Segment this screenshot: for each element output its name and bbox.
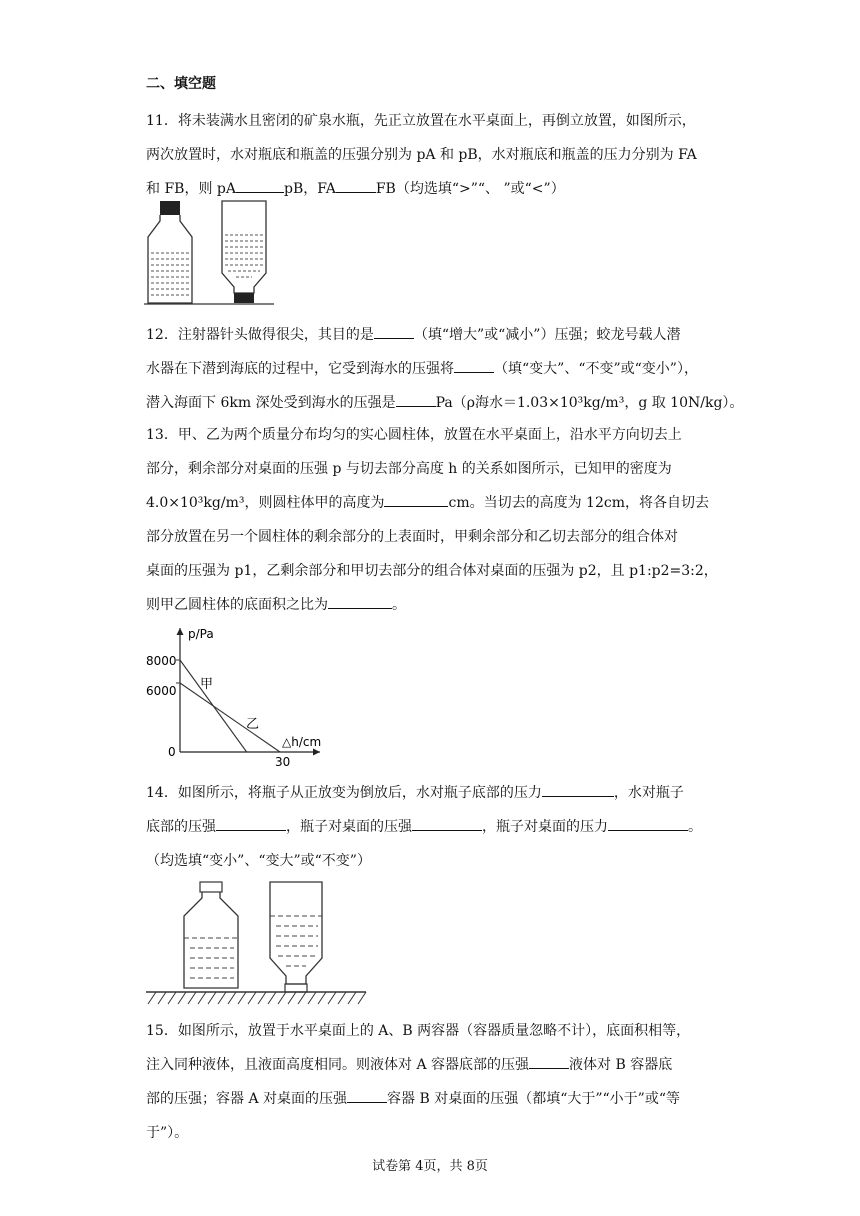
q14-text-d: ，瓶子对桌面的压强 (286, 819, 412, 835)
question-15 (146, 1014, 726, 1150)
q15-text-c: 部的压强；容器 A 对桌面的压强 (146, 1091, 348, 1107)
q15-text-d: 容器 B 对桌面的压强（都填“大于”“小于”或“等 (387, 1091, 680, 1107)
upright-bottle (148, 215, 192, 303)
q13-line4: 部分放置在另一个圆柱体的剩余部分的上表面时，甲剩余部分和乙切去部分的组合体对 (146, 529, 678, 545)
answer-blank[interactable] (236, 178, 284, 193)
inverted-bottle (270, 882, 322, 984)
q12-line2 (146, 352, 726, 386)
q13-line2: 部分，剩余部分对桌面的压强 p 与切去部分高度 h 的关系如图所示，已知甲的密度为 (146, 461, 672, 477)
upright-bottle (184, 892, 238, 988)
q12-line1 (146, 318, 726, 352)
question-12 (146, 318, 744, 420)
q15-line2 (146, 1048, 726, 1082)
q14-text-f: 。 (688, 819, 702, 835)
water-lines (184, 938, 238, 978)
q12-text-c: 水器在下潜到海底的过程中，它受到海水的压强将 (146, 361, 454, 377)
y-axis-label: p/Pa (188, 627, 214, 641)
answer-blank[interactable] (454, 358, 494, 373)
q14-text-c: 底部的压强 (146, 819, 216, 835)
answer-blank[interactable] (347, 1088, 387, 1103)
q15-line1: 15．如图所示，放置于水平桌面上的 A、B 两容器（容器质量忽略不计），底面积相等， (146, 1023, 691, 1039)
bottle-cap (160, 201, 180, 215)
q15-line3 (146, 1082, 726, 1116)
answer-blank[interactable] (328, 594, 392, 609)
q11-text-a: 和 FB，则 pA (146, 181, 236, 197)
answer-blank[interactable] (529, 1054, 569, 1069)
q15-text-b: 液体对 B 容器底 (569, 1057, 673, 1073)
inverted-bottle-cap (285, 984, 307, 992)
answer-blank[interactable] (542, 782, 614, 797)
section-title: 二、填空题 (146, 76, 216, 92)
q14-line3: （均选填“变小”、“变大”或“不变”） (146, 853, 371, 869)
question-13 (146, 418, 726, 622)
question-11 (146, 104, 726, 206)
inverted-bottle-cap (234, 293, 254, 303)
answer-blank[interactable] (216, 816, 286, 831)
q12-text-b: （填“增大”或“减小”）压强；蛟龙号载人潜 (413, 327, 681, 343)
series-yi-line (180, 683, 280, 752)
q14-line1 (146, 776, 726, 810)
q13-line3 (146, 486, 726, 520)
q11-text-b: pB，FA (283, 181, 336, 197)
q14-text-e: ，瓶子对桌面的压力 (482, 819, 608, 835)
page-footer: 试卷第 4页，共 8页 (372, 1159, 488, 1174)
question-14 (146, 776, 726, 878)
y-tick-8000: 8000 (146, 654, 177, 668)
answer-blank[interactable] (412, 816, 482, 831)
q13-line6 (146, 588, 726, 622)
q14-text-b: ，水对瓶子 (613, 785, 684, 801)
q14-text-a: 14．如图所示，将瓶子从正放变为倒放后，水对瓶子底部的压力 (146, 785, 542, 801)
q12-text-a: 12．注射器针头做得很尖，其目的是 (146, 327, 374, 343)
q12-text-d: （填“变大”、“不变”或“变小”）， (494, 361, 698, 377)
answer-blank[interactable] (374, 324, 414, 339)
q12-line3 (146, 386, 744, 420)
inverted-bottle (222, 201, 266, 293)
x-tick-30: 30 (275, 755, 291, 768)
q11-text-c: FB（均选填“>”“、 ”或“<”） (375, 181, 565, 197)
answer-blank[interactable] (396, 392, 436, 407)
q12-text-e: 潜入海面下 6km 深处受到海水的压强是 (146, 395, 396, 411)
pressure-height-chart (140, 618, 370, 768)
water-lines (270, 916, 322, 966)
q15-line4: 于”）。 (146, 1125, 189, 1141)
q13-text-c: 则甲乙圆柱体的底面积之比为 (146, 597, 328, 613)
q14-line2 (146, 810, 726, 844)
water-lines (151, 253, 190, 295)
series-jia-label: 甲 (200, 677, 214, 692)
q13-text-a: 4.0×10³kg/m³，则圆柱体甲的高度为 (146, 495, 385, 511)
q13-line1: 13．甲、乙为两个质量分布均匀的实心圆柱体，放置在水平桌面上，沿水平方向切去上 (146, 427, 682, 443)
q12-text-f: Pa（ρ海水＝1.03×10³kg/m³，g 取 10N/kg）。 (435, 395, 744, 411)
q11-line1: 11．将未装满水且密闭的矿泉水瓶，先正立放置在水平桌面上，再倒立放置，如图所示， (146, 113, 696, 129)
table-hatching (148, 992, 366, 1004)
bottle-cap (200, 882, 222, 892)
answer-blank[interactable] (336, 178, 376, 193)
y-tick-0: 0 (168, 745, 176, 759)
answer-blank[interactable] (384, 492, 448, 507)
q11-line2: 两次放置时，水对瓶底和瓶盖的压强分别为 pA 和 pB，水对瓶底和瓶盖的压力分别为 FA (146, 147, 697, 163)
series-yi-label: 乙 (246, 717, 260, 732)
x-axis-label: △h/cm (282, 735, 322, 749)
q11-bottles-figure (144, 197, 274, 309)
q13-text-d: 。 (392, 597, 406, 613)
q14-bottles-figure (144, 876, 372, 1008)
water-lines (225, 235, 264, 277)
answer-blank[interactable] (608, 816, 688, 831)
q15-text-a: 注入同种液体，且液面高度相同。则液体对 A 容器底部的压强 (146, 1057, 530, 1073)
q13-text-b: cm。当切去的高度为 12cm，将各自切去 (448, 495, 709, 511)
q13-line5: 桌面的压强为 p1，乙剩余部分和甲切去部分的组合体对桌面的压强为 p2，且 p1:p2=3:2， (146, 563, 718, 579)
y-tick-6000: 6000 (146, 684, 177, 698)
